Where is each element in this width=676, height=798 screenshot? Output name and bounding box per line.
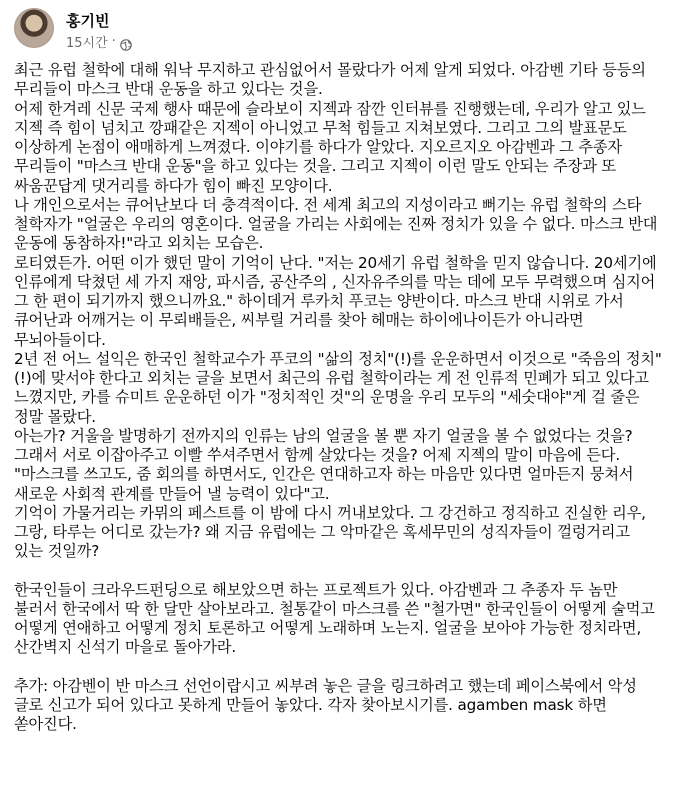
post-paragraph: 한국인들이 크라우드펀딩으로 해보았으면 하는 프로젝트가 있다. 아감벤과 그 추종자 두 놈만 불러서 한국에서 딱 한 달만 살아보라고. 철통같이 마스크를 쓴 "철가면" 한국인들이 어떻게 술먹고 어떻게 연애하고 어떻게 정치 토론하고 어떻게 노래하며 노는지. 얼굴을 보아야 가능한 정치라면, 산간벽지 신석기 마을로 돌아가라. — [14, 580, 655, 657]
post-meta — [66, 32, 132, 51]
post-paragraph: 아는가? 거울을 발명하기 전까지의 인류는 남의 얼굴을 볼 뿐 자기 얼굴을 볼 수 없었다는 것을? 그래서 서로 이잡아주고 이빨 쑤셔주면서 함께 살았다는 것을? 어제 지젝의 말이 마음에 든다. "마스크를 쓰고도, 줌 회의를 하면서도, 인간은 연대하고자 하는 마음만 있다면 얼마든지 뭉쳐서 새로운 사회적 관계를 만들어 낼 능력이 있다"고. — [14, 426, 634, 503]
avatar[interactable] — [14, 8, 54, 48]
post-paragraph: 2년 전 어느 설익은 한국인 철학교수가 푸코의 "삶의 정치"(!)를 운운하면서 이것으로 "죽음의 정치"(!)에 맞서야 한다고 외치는 글을 보면서 최근의 유럽 철학이라는 게 전 인류적 민폐가 되고 있다고 느꼈지만, 카를 슈미트 운운하던 이가 "정치적인 것"의 운명을 우리 모두의 "세숫대야"게 걸 줄은 정말 몰랐다. — [14, 349, 662, 426]
paragraph-gap — [14, 562, 662, 581]
post-paragraph: 나 개인으로서는 큐어난보다 더 충격적이다. 전 세계 최고의 지성이라고 뻐기는 유럽 철학의 스타 철학자가 "얼굴은 우리의 영혼이다. 얼굴을 가리는 사회에는 진짜 정치가 있을 수 없다. 마스크 반대 운동에 동참하자!"라고 외치는 모습은. — [14, 195, 658, 253]
post-paragraph: 기억이 가물거리는 카뮈의 페스트를 이 밤에 다시 꺼내보았다. 그 강건하고 정직하고 진실한 리우, 그랑, 타루는 어디로 갔는가? 왜 지금 유럽에는 그 악마같은 혹세무민의 성직자들이 껄렁거리고 있는 것일까? — [14, 503, 646, 561]
post-paragraph: 어제 한겨레 신문 국제 행사 때문에 슬라보이 지젝과 잠깐 인터뷰를 진행했는데, 우리가 알고 있느 지젝 즉 힘이 넘치고 깡패같은 지젝이 아니었고 무척 힘들고 지쳐보였다. 그리고 그의 발표문도 이상하게 논점이 애매하게 느껴졌다. 이야기를 하다가 알았다. 지오르지오 아감벤과 그 추종자 무리들이 "마스크 반대 운동"을 하고 있다는 것을. 그리고 지젝이 이런 말도 안되는 주장과 또 싸움꾼답게 댓거리를 하다가 힘이 빠진 모양이다. — [14, 99, 646, 195]
author-name[interactable]: 홍기빈 — [66, 12, 110, 30]
paragraph-gap — [14, 658, 662, 677]
post-body — [14, 61, 662, 734]
globe-icon[interactable] — [120, 36, 132, 48]
post-paragraph: 추가: 아감벤이 반 마스크 선언이랍시고 씨부려 놓은 글을 링크하려고 했는데 페이스북에서 악성 글로 신고가 되어 있다고 못하게 만들어 놓았다. 각자 찾아보시기를. agamben mask 하면 쏟아진다. — [14, 676, 637, 733]
post-paragraph: 최근 유럽 철학에 대해 워낙 무지하고 관심없어서 몰랐다가 어제 알게 되었다. 아감벤 기타 등등의 무리들이 마스크 반대 운동을 하고 있다는 것을. — [14, 61, 646, 99]
post-timestamp[interactable]: 15시간 — [66, 36, 108, 51]
meta-separator: · — [111, 34, 116, 49]
post-paragraph: 로티였든가. 어떤 이가 했던 말이 기억이 난다. "저는 20세기 유럽 철학을 믿지 않습니다. 20세기에 인류에게 닥쳤던 세 가지 재앙, 파시즘, 공산주의 , 신자유주의를 막는 데에 모두 무력했으며 심지어 그 한 편이 되기까지 했으니까요." 하이데거 루카치 푸코는 양반이다. 마스크 반대 시위로 가서 큐어난과 어깨거는 이 무뢰배들은, 씨부릴 거리를 찾아 헤매는 하이에나이든가 아니라면 무뇌아들이다. — [14, 253, 657, 349]
